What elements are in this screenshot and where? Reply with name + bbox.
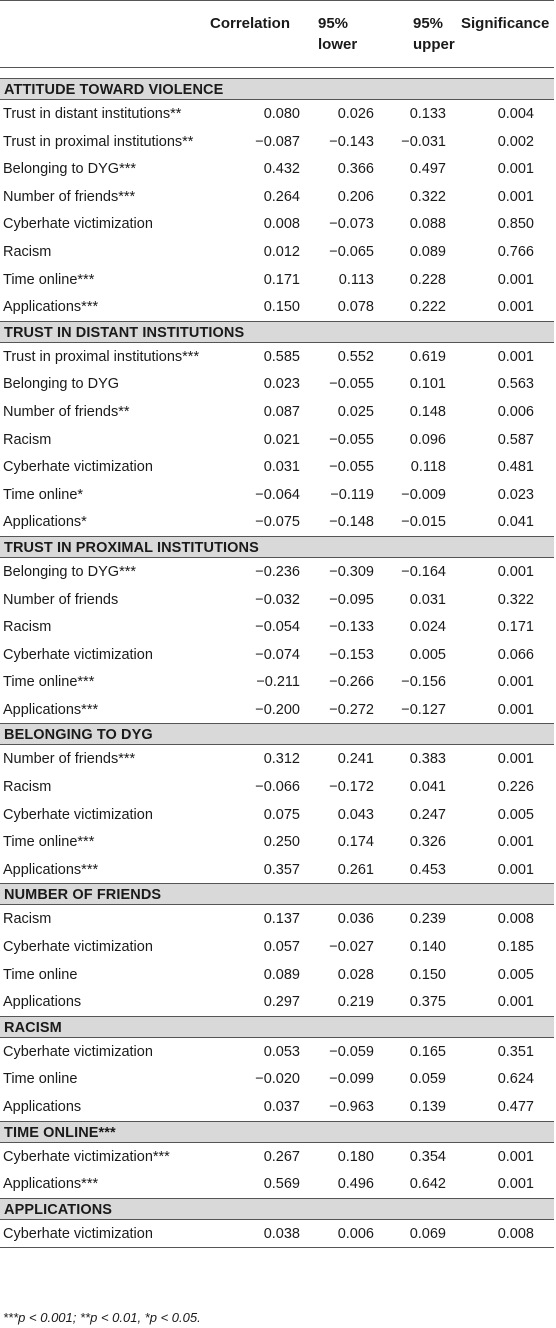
row-variable: Applications*** [3, 701, 99, 718]
row-95-upper: 0.096 [409, 431, 446, 448]
header-rule [0, 67, 554, 68]
row-95-upper: 0.165 [409, 1043, 446, 1060]
row-significance: 0.563 [497, 376, 534, 393]
row-95-lower: 0.174 [337, 834, 374, 851]
table-row [0, 905, 554, 933]
table-row [0, 828, 554, 856]
table-row [0, 508, 554, 536]
row-95-upper: 0.024 [409, 619, 446, 636]
row-95-upper: 0.139 [409, 1099, 446, 1115]
section-title: RACISM [4, 1019, 62, 1036]
table-row [0, 453, 554, 481]
row-variable: Trust in proximal institutions*** [3, 348, 200, 365]
row-95-lower: 0.028 [337, 966, 374, 983]
row-variable: Time online*** [3, 834, 95, 851]
row-significance: 0.001 [497, 299, 534, 316]
row-95-upper: 0.133 [409, 106, 446, 122]
table-row [0, 613, 554, 641]
row-95-lower: 0.241 [337, 751, 374, 768]
row-95-upper: 0.031 [409, 591, 446, 608]
row-variable: Trust in distant institutions** [3, 106, 182, 122]
table-footnote: ***p < 0.001; **p < 0.01, *p < 0.05. [3, 1310, 201, 1325]
row-95-lower: −0.143 [329, 133, 374, 150]
section-title: TIME ONLINE*** [4, 1124, 116, 1141]
table-bottom-rule [0, 1247, 554, 1248]
header-95-upper-line1: 95% [413, 15, 444, 32]
row-95-lower: −0.266 [329, 674, 374, 691]
row-variable: Racism [3, 779, 52, 796]
row-variable: Cyberhate victimization*** [3, 1148, 170, 1165]
row-95-upper: 0.354 [409, 1148, 446, 1165]
row-95-lower: 0.036 [337, 911, 374, 928]
row-95-upper: 0.222 [409, 299, 446, 316]
row-correlation: −0.064 [255, 486, 300, 503]
table-row [0, 128, 554, 156]
row-correlation: 0.021 [263, 431, 300, 448]
section-title: BELONGING TO DYG [4, 727, 153, 744]
row-correlation: −0.020 [255, 1071, 300, 1088]
table-row [0, 988, 554, 1016]
row-significance: 0.001 [497, 861, 534, 878]
row-95-lower: −0.073 [329, 216, 374, 233]
row-95-lower: −0.099 [329, 1071, 374, 1088]
row-95-lower: 0.025 [337, 403, 374, 420]
row-95-lower: 0.113 [338, 271, 374, 288]
table-row [0, 183, 554, 211]
row-significance: 0.008 [497, 1225, 534, 1242]
table-row [0, 1065, 554, 1093]
row-95-upper: 0.118 [410, 459, 446, 476]
row-variable: Cyberhate victimization [3, 806, 153, 823]
row-95-lower: 0.206 [337, 188, 374, 205]
row-95-lower: 0.026 [337, 106, 374, 122]
table-row [0, 745, 554, 773]
row-95-upper: 0.497 [409, 161, 446, 178]
table-header [0, 1, 554, 67]
table-row [0, 155, 554, 183]
row-correlation: −0.074 [255, 646, 300, 663]
row-95-lower: 0.366 [337, 161, 374, 178]
row-95-upper: 0.140 [409, 939, 446, 956]
row-significance: 0.171 [497, 619, 534, 636]
row-95-lower: 0.496 [337, 1176, 374, 1193]
row-variable: Applications*** [3, 299, 99, 316]
section-title: ATTITUDE TOWARD VIOLENCE [4, 82, 224, 98]
table-row [0, 293, 554, 321]
header-95-lower [318, 13, 378, 55]
table-row [0, 668, 554, 696]
row-correlation: 0.089 [263, 966, 300, 983]
table-row [0, 100, 554, 128]
row-95-upper: −0.156 [401, 674, 446, 691]
row-correlation: 0.075 [263, 806, 300, 823]
row-95-lower: 0.219 [337, 994, 374, 1011]
row-variable: Applications* [3, 514, 87, 531]
header-95-lower-line2: lower [318, 36, 358, 53]
row-correlation: 0.037 [263, 1099, 300, 1115]
row-significance: 0.351 [497, 1043, 534, 1060]
row-95-lower: −0.055 [329, 431, 374, 448]
row-variable: Cyberhate victimization [3, 459, 153, 476]
row-variable: Applications [3, 1099, 82, 1115]
row-significance: 0.766 [497, 243, 534, 260]
row-variable: Racism [3, 431, 52, 448]
row-95-upper: 0.375 [409, 994, 446, 1011]
row-95-lower: −0.153 [329, 646, 374, 663]
row-variable: Belonging to DYG [3, 376, 120, 393]
row-significance: 0.023 [497, 486, 534, 503]
row-significance: 0.001 [497, 751, 534, 768]
table-row [0, 696, 554, 724]
row-95-upper: 0.247 [409, 806, 446, 823]
row-95-lower: −0.059 [329, 1043, 374, 1060]
row-95-lower: −0.065 [329, 243, 374, 260]
row-95-lower: 0.261 [337, 861, 374, 878]
row-correlation: 0.357 [263, 861, 300, 878]
table-row [0, 586, 554, 614]
row-95-lower: −0.095 [329, 591, 374, 608]
table-row [0, 1143, 554, 1171]
row-significance: 0.001 [497, 834, 534, 851]
row-variable: Cyberhate victimization [3, 939, 153, 956]
row-95-lower: 0.552 [337, 348, 374, 365]
row-95-upper: 0.041 [409, 779, 446, 796]
section-header [0, 536, 554, 558]
row-correlation: 0.150 [263, 299, 300, 316]
row-correlation: 0.053 [263, 1043, 300, 1060]
row-significance: 0.001 [497, 188, 534, 205]
row-95-lower: −0.055 [329, 376, 374, 393]
row-95-lower: −0.309 [329, 563, 374, 580]
table-row [0, 426, 554, 454]
row-95-upper: 0.453 [409, 861, 446, 878]
section-header [0, 1198, 554, 1220]
row-variable: Number of friends*** [3, 188, 136, 205]
row-95-upper: 0.089 [409, 243, 446, 260]
table-row [0, 641, 554, 669]
row-95-lower: −0.172 [329, 779, 374, 796]
row-correlation: −0.032 [255, 591, 300, 608]
row-correlation: 0.264 [263, 188, 300, 205]
row-significance: 0.001 [497, 1148, 534, 1165]
row-95-upper: −0.127 [401, 701, 446, 718]
row-95-upper: 0.326 [409, 834, 446, 851]
row-variable: Belonging to DYG*** [3, 563, 136, 580]
table-row [0, 1093, 554, 1121]
row-95-upper: 0.239 [409, 911, 446, 928]
row-variable: Time online [3, 1071, 78, 1088]
row-correlation: 0.008 [263, 216, 300, 233]
row-variable: Number of friends*** [3, 751, 136, 768]
row-95-lower: −0.119 [330, 486, 374, 503]
row-correlation: 0.080 [263, 106, 300, 122]
section-title: TRUST IN PROXIMAL INSTITUTIONS [4, 539, 259, 556]
row-95-lower: 0.078 [337, 299, 374, 316]
row-correlation: 0.432 [263, 161, 300, 178]
table-row [0, 1038, 554, 1066]
row-significance: 0.001 [497, 161, 534, 178]
row-correlation: −0.054 [255, 619, 300, 636]
table-row [0, 266, 554, 294]
table-row [0, 1220, 554, 1248]
row-significance: 0.001 [497, 348, 534, 365]
row-significance: 0.322 [497, 591, 534, 608]
table-row [0, 343, 554, 371]
row-correlation: 0.250 [263, 834, 300, 851]
header-correlation: Correlation [210, 15, 291, 32]
row-variable: Racism [3, 619, 52, 636]
row-95-upper: 0.088 [409, 216, 446, 233]
table-row [0, 238, 554, 266]
row-significance: 0.477 [497, 1099, 534, 1115]
row-significance: 0.008 [497, 911, 534, 928]
row-correlation: −0.211 [256, 674, 300, 691]
row-significance: 0.001 [497, 994, 534, 1011]
table-row [0, 398, 554, 426]
row-correlation: −0.236 [255, 563, 300, 580]
row-95-lower: −0.027 [329, 939, 374, 956]
row-correlation: 0.171 [263, 271, 300, 288]
row-correlation: −0.087 [255, 133, 300, 150]
table-row [0, 1170, 554, 1198]
row-correlation: 0.297 [263, 994, 300, 1011]
row-significance: 0.004 [497, 106, 534, 122]
row-95-upper: −0.015 [401, 514, 446, 531]
row-correlation: 0.031 [263, 459, 300, 476]
row-variable: Cyberhate victimization [3, 646, 153, 663]
row-correlation: 0.038 [263, 1225, 300, 1242]
row-significance: 0.624 [497, 1071, 534, 1088]
row-95-lower: −0.148 [329, 514, 374, 531]
row-95-lower: −0.963 [329, 1099, 374, 1115]
row-95-upper: −0.164 [401, 563, 446, 580]
row-95-lower: 0.006 [337, 1225, 374, 1242]
row-95-upper: 0.150 [409, 966, 446, 983]
table-row [0, 558, 554, 586]
row-significance: 0.001 [497, 674, 534, 691]
row-95-lower: −0.272 [329, 701, 374, 718]
row-significance: 0.041 [497, 514, 534, 531]
row-95-upper: 0.383 [409, 751, 446, 768]
row-95-upper: 0.059 [409, 1071, 446, 1088]
row-variable: Time online*** [3, 674, 95, 691]
row-variable: Applications [3, 994, 82, 1011]
row-95-upper: −0.031 [401, 133, 446, 150]
row-variable: Applications*** [3, 861, 99, 878]
row-significance: 0.185 [497, 939, 534, 956]
row-95-upper: −0.009 [401, 486, 446, 503]
row-significance: 0.001 [497, 701, 534, 718]
row-significance: 0.005 [497, 806, 534, 823]
row-significance: 0.481 [497, 459, 534, 476]
table-row [0, 210, 554, 238]
row-significance: 0.850 [497, 216, 534, 233]
header-significance: Significance [461, 15, 550, 32]
row-variable: Applications*** [3, 1176, 99, 1193]
row-variable: Racism [3, 911, 52, 928]
row-correlation: 0.312 [263, 751, 300, 768]
row-variable: Number of friends [3, 591, 119, 608]
row-variable: Cyberhate victimization [3, 1043, 153, 1060]
table-row [0, 370, 554, 398]
row-correlation: 0.087 [263, 403, 300, 420]
row-significance: 0.001 [497, 563, 534, 580]
table-body [0, 78, 554, 1248]
section-header [0, 321, 554, 343]
section-header [0, 883, 554, 905]
row-correlation: −0.066 [255, 779, 300, 796]
table-row [0, 856, 554, 884]
header-95-lower-line1: 95% [318, 15, 349, 32]
section-title: NUMBER OF FRIENDS [4, 887, 162, 904]
row-variable: Racism [3, 243, 52, 260]
row-correlation: 0.585 [263, 348, 300, 365]
table-row [0, 773, 554, 801]
row-95-lower: 0.180 [337, 1148, 374, 1165]
row-95-lower: −0.133 [329, 619, 374, 636]
section-header [0, 78, 554, 100]
row-significance: 0.587 [497, 431, 534, 448]
row-95-upper: 0.005 [409, 646, 446, 663]
row-variable: Time online [3, 966, 78, 983]
row-significance: 0.002 [497, 133, 534, 150]
row-correlation: 0.012 [263, 243, 300, 260]
section-header [0, 1016, 554, 1038]
section-header [0, 1121, 554, 1143]
row-significance: 0.226 [497, 779, 534, 796]
section-title: TRUST IN DISTANT INSTITUTIONS [4, 324, 245, 341]
row-variable: Cyberhate victimization [3, 216, 153, 233]
row-95-upper: 0.642 [409, 1176, 446, 1193]
row-significance: 0.066 [497, 646, 534, 663]
table-row [0, 961, 554, 989]
row-significance: 0.001 [497, 271, 534, 288]
row-95-upper: 0.228 [409, 271, 446, 288]
row-95-upper: 0.101 [409, 376, 446, 393]
row-correlation: 0.137 [263, 911, 300, 928]
row-variable: Trust in proximal institutions** [3, 133, 194, 150]
row-variable: Belonging to DYG*** [3, 161, 136, 178]
row-95-upper: 0.322 [409, 188, 446, 205]
row-variable: Time online* [3, 486, 84, 503]
table-row [0, 801, 554, 829]
row-significance: 0.001 [497, 1176, 534, 1193]
row-95-upper: 0.069 [409, 1225, 446, 1242]
table-row [0, 933, 554, 961]
row-variable: Number of friends** [3, 403, 130, 420]
row-correlation: −0.200 [255, 701, 300, 718]
row-correlation: −0.075 [255, 514, 300, 531]
row-variable: Cyberhate victimization [3, 1225, 153, 1242]
row-95-upper: 0.148 [409, 403, 446, 420]
row-correlation: 0.267 [263, 1148, 300, 1165]
row-variable: Time online*** [3, 271, 95, 288]
section-title: APPLICATIONS [4, 1201, 113, 1218]
row-significance: 0.006 [497, 403, 534, 420]
row-significance: 0.005 [497, 966, 534, 983]
row-correlation: 0.569 [263, 1176, 300, 1193]
row-correlation: 0.023 [263, 376, 300, 393]
section-header [0, 723, 554, 745]
row-correlation: 0.057 [263, 939, 300, 956]
header-95-upper-line2: upper [413, 36, 455, 53]
row-95-lower: 0.043 [337, 806, 374, 823]
row-95-lower: −0.055 [329, 459, 374, 476]
table-row [0, 481, 554, 509]
row-95-upper: 0.619 [409, 348, 446, 365]
